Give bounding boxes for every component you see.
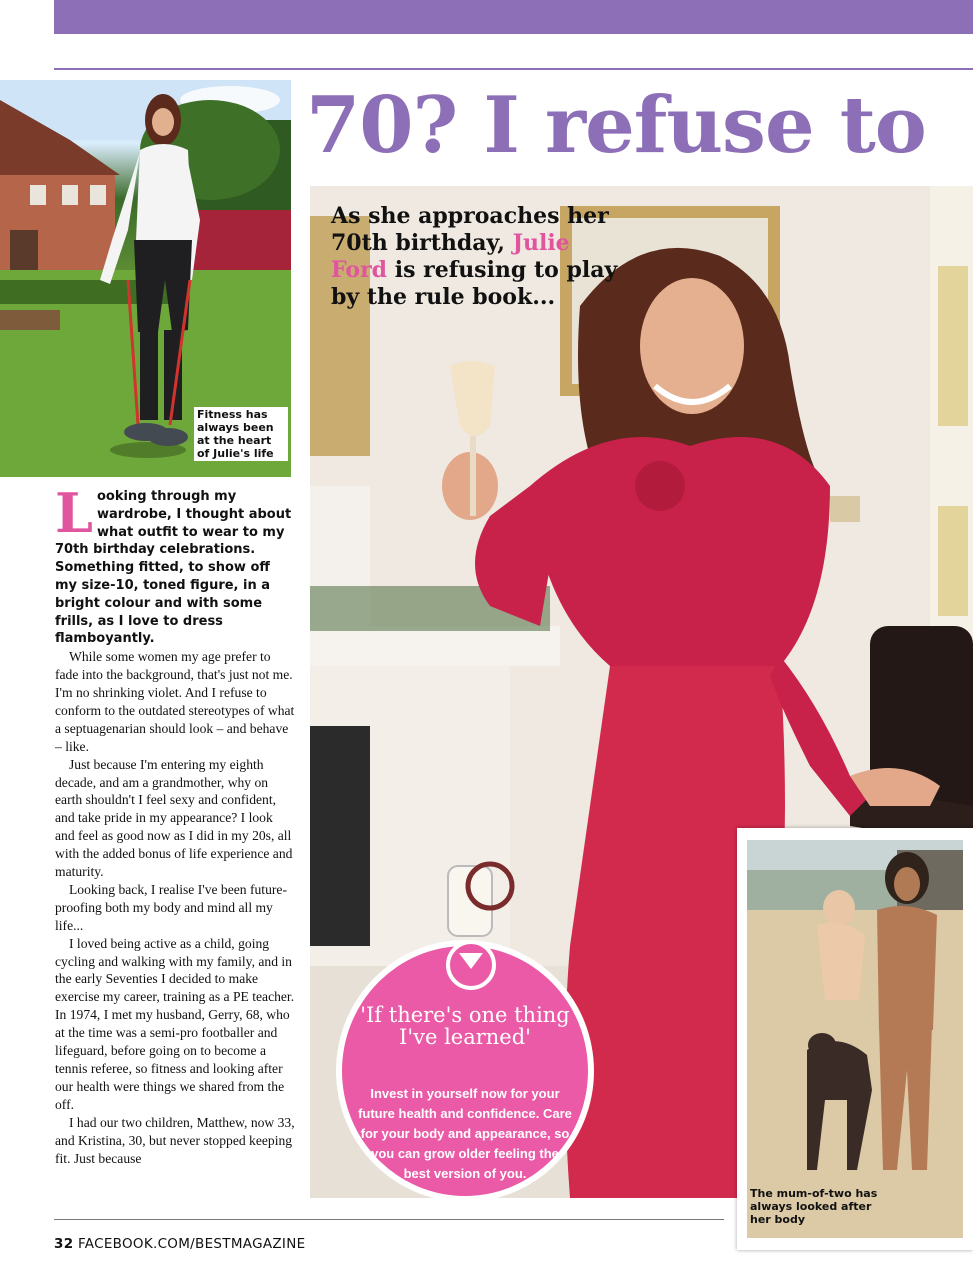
standfirst: [331, 203, 621, 311]
caption-beach: The mum-of-two has always looked after her body: [750, 1187, 878, 1226]
pull-quote-text: Invest in yourself now for your future health and confidence. Care for your body and appearance, so you can grow older feeling the best version of you.: [358, 1086, 572, 1181]
top-rule: [54, 68, 973, 70]
bottom-rule: [54, 1219, 724, 1220]
intro-paragraph: [55, 481, 295, 648]
pull-quote-title: 'If there's one thing I've learned': [360, 1003, 570, 1049]
standfirst-text: As she approaches her 70th birthday,: [331, 203, 609, 256]
page-number: 32: [54, 1236, 74, 1252]
drop-cap: L: [55, 481, 93, 545]
footer-website: FACEBOOK.COM/BESTMAGAZINE: [77, 1236, 306, 1252]
beach-photo-frame: [747, 840, 963, 1238]
intro-text: ooking through my wardrobe, I thought about what outfit to wear to my 70th birthday celebrations. Something fitted, to show off my size-10, toned figure, in a bright colour and with some frills, as I love to dress flamboyantly.: [55, 489, 292, 647]
standfirst-name: Julie Ford: [331, 230, 570, 283]
pull-quote-circle: [336, 940, 594, 1202]
body-paragraph: Just because I'm entering my eighth decade, and am a grandmother, why on earth shouldn't I feel sexy and confident, and take pride in my appearance? I look and feel as good now as I did in my 20s, all with the added bonus of life experience and maturity.: [55, 756, 293, 880]
body-paragraph: I loved being active as a child, going cycling and walking with my family, and in the early Seventies I decided to make exercise my career, training as a PE teacher. In 1974, I met my husband, Gerry, 68, who at the time was a semi-pro footballer and lifeguard, before going on to become a tennis referee, so fitness and looking after our health were things we shared from the off.: [55, 935, 295, 1112]
body-paragraph: I had our two children, Matthew, now 33, and Kristina, 30, but never stopped keeping fit. Just because: [55, 1114, 295, 1166]
chevron-down-icon: [446, 940, 496, 990]
standfirst-text-end: is refusing to play by the rule book...: [331, 257, 618, 310]
page-footer: [54, 1236, 305, 1252]
top-color-bar: [54, 0, 973, 34]
body-paragraph: While some women my age prefer to fade into the background, that's just not me. I'm no shrinking violet. And I refuse to conform to the outdated stereotypes of what a septuagenarian should look – and behave – like.: [55, 649, 295, 754]
headline: 70? I refuse to: [306, 80, 926, 171]
caption-garden: Fitness has always been at the heart of Julie's life: [194, 407, 288, 461]
beach-illustration: [747, 840, 963, 1238]
body-paragraph: Looking back, I realise I've been future-proofing both my body and mind all my life...: [55, 881, 287, 933]
article-body: [55, 481, 295, 1167]
